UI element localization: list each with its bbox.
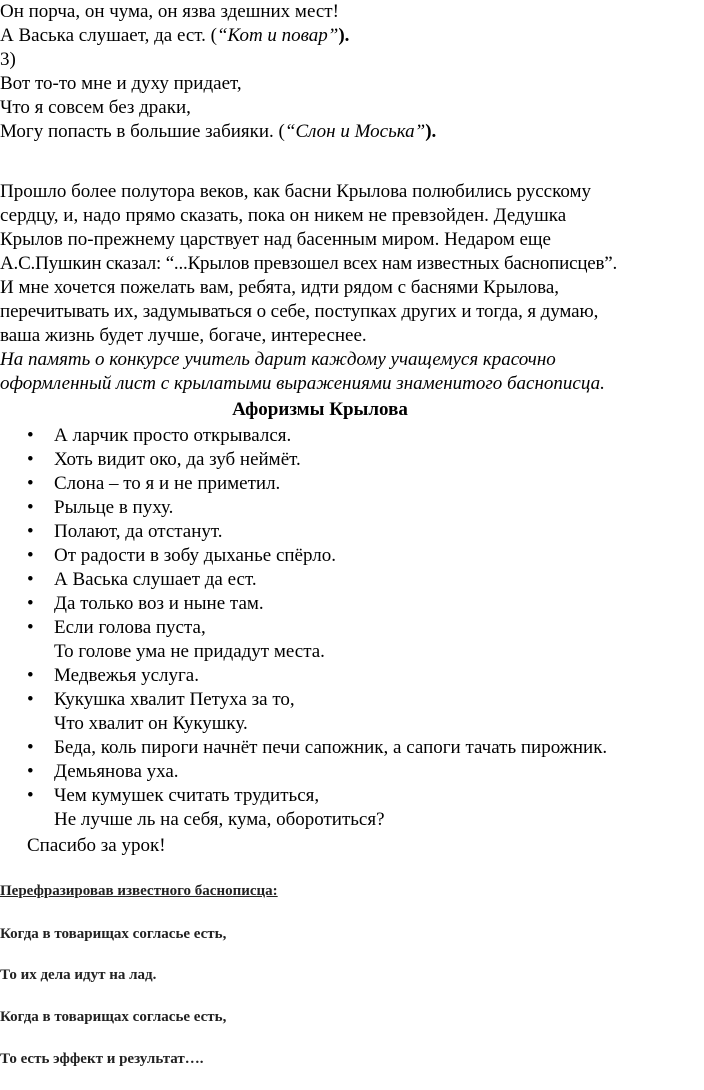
paragraph-line: сердцу, и, надо прямо сказать, пока он никем не превзойден. Дедушка <box>0 205 567 226</box>
paragraph-line: ваша жизнь будет лучше, богаче, интереснее. <box>0 325 367 346</box>
paragraph-line: перечитывать их, задумываться о себе, поступках других и тогда, я думаю, <box>0 301 599 322</box>
thanks-line: Спасибо за урок! <box>27 835 166 856</box>
paragraph-line: Прошло более полутора веков, как басни Крылова полюбились русскому <box>0 181 592 202</box>
bullet: • <box>27 473 34 494</box>
paraphrase-line: То их дела идут на лад. <box>0 967 157 983</box>
fable-citation: “Слон и Моська” <box>284 121 426 142</box>
paraphrase-line: То есть эффект и результат…. <box>0 1051 204 1067</box>
fable-citation: “Кот и повар” <box>216 25 339 46</box>
verse-line: Вот то-то мне и духу придает, <box>0 73 242 94</box>
bullet: • <box>27 737 34 758</box>
bullet: • <box>27 497 34 518</box>
item-number: 3) <box>0 49 16 70</box>
bullet: • <box>27 545 34 566</box>
italic-note-line: оформленный лист с крылатыми выражениями знаменитого баснописца. <box>0 373 605 394</box>
bullet: • <box>27 761 34 782</box>
list-item-continuation: Что хвалит он Кукушку. <box>54 713 248 734</box>
bullet: • <box>27 521 34 542</box>
bullet: • <box>27 785 34 806</box>
bullet: • <box>27 425 34 446</box>
paragraph-line: А.С.Пушкин сказал: “...Крылов превзошел всех нам известных баснописцев”. <box>0 253 618 274</box>
paragraph-line: Крылов по-прежнему царствует над басенным миром. Недаром еще <box>0 229 551 250</box>
bullet: • <box>27 617 34 638</box>
paraphrase-heading: Перефразировав известного баснописца: <box>0 883 278 899</box>
document-page: Он порча, он чума, он язва здешних мест! А Васька слушает, да ест. (“Кот и повар”). 3) Вот то-то мне и духу придает, Что я совсем без драки, Могу попасть в большие забияки. (“Слон и Моська”). Прошло более полутора веков, как басни Крылова полюбились русскому сердцу, и, надо прямо сказать, пока он никем не превзойден. Дедушка Крылов по-прежнему царствует над басенным миром. Недаром еще А.С.Пушкин сказал: “...Крылов превзошел всех нам известных баснописцев”. И мне хочется пожелать вам, ребята, идти рядом с баснями Крылова, перечитывать их, задумываться о себе, поступках других и тогда, я думаю, ваша жизнь будет лучше, богаче, интереснее. На память о конкурсе учитель дарит каждому учащемуся красочно оформленный лист с крылатыми выражениями знаменитого баснописца. Афоризмы Крылова • А ларчик просто открывался. • Хоть видит око, да зуб неймёт. • Слона – то я и не приметил. • Рыльце в пуху. • Полают, да отстанут. • От радости в зобу дыханье спёрло. • А Васька слушает да ест. • Да только воз и ныне там. • Если голова пуста, То голове ума не придадут места. • Медвежья услуга. • Кукушка хвалит Петуха за то, Что хвалит он Кукушку. • Беда, коль пироги начнёт печи сапожник, а сапоги тачать пирожник. • Демьянова уха. • Чем кумушек считать трудиться, Не лучше ль на себя, кума, оборотиться? Спасибо за урок! Перефразировав известного баснописца: Когда в товарищах согласье есть, То их дела идут на лад. Когда в товарищах согласье есть, То есть эффект и результат…. <box>0 0 704 1090</box>
verse-line: Он порча, он чума, он язва здешних мест! <box>0 1 339 22</box>
list-item-continuation: То голове ума не придадут места. <box>54 641 325 662</box>
aphorisms-title: Афоризмы Крылова <box>232 399 408 420</box>
paragraph-line: И мне хочется пожелать вам, ребята, идти рядом с баснями Крылова, <box>0 277 559 298</box>
bullet: • <box>27 449 34 470</box>
verse-line: Что я совсем без драки, <box>0 97 191 118</box>
italic-note-line: На память о конкурсе учитель дарит каждому учащемуся красочно <box>0 349 556 370</box>
bullet: • <box>27 689 34 710</box>
paraphrase-line: Когда в товарищах согласье есть, <box>0 926 227 942</box>
verse-line-cited: Могу попасть в большие забияки. (“Слон и Моська”). <box>0 121 437 142</box>
list-item-continuation: Не лучше ль на себя, кума, оборотиться? <box>54 809 385 830</box>
verse-line-cited: А Васька слушает, да ест. (“Кот и повар”). <box>0 25 350 46</box>
bullet: • <box>27 569 34 590</box>
bullet: • <box>27 665 34 686</box>
bullet: • <box>27 593 34 614</box>
paraphrase-line: Когда в товарищах согласье есть, <box>0 1009 227 1025</box>
